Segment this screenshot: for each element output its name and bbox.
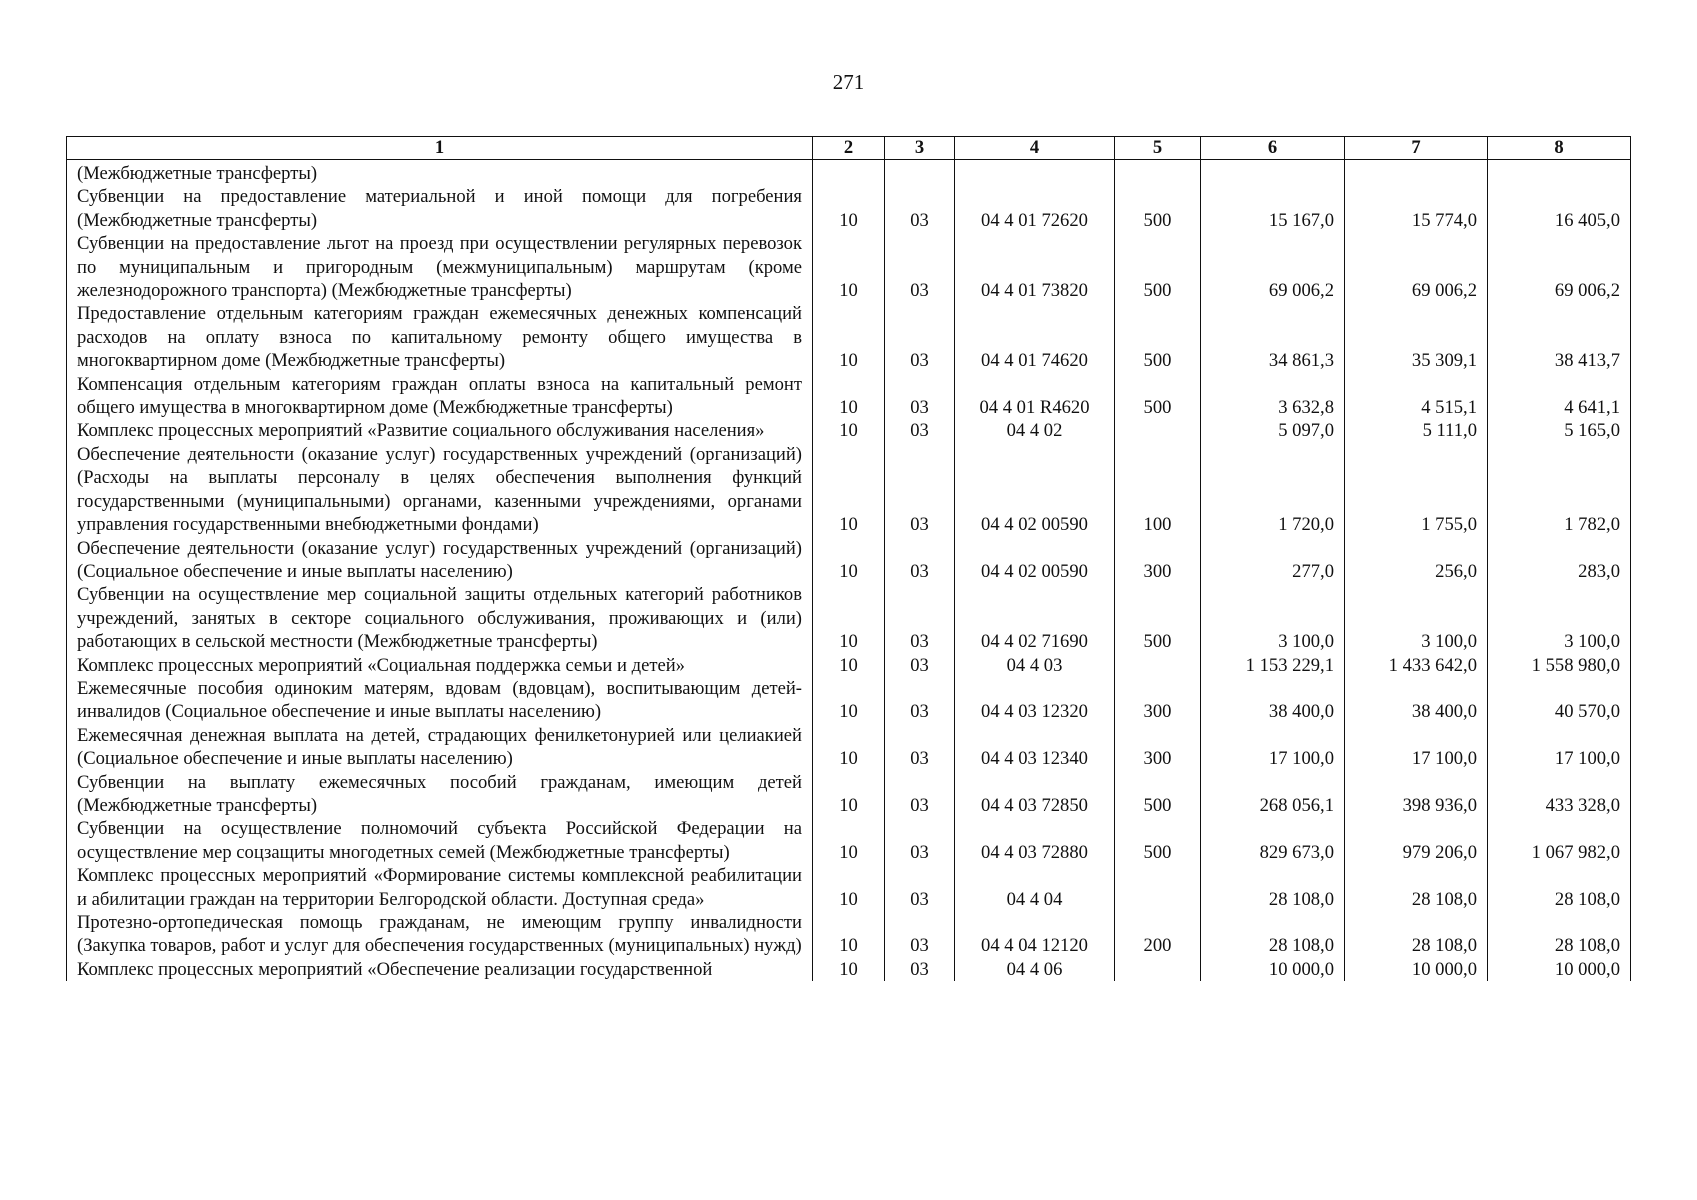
row-expense-type xyxy=(1115,958,1201,981)
row-section: 10 xyxy=(813,817,885,864)
row-expense-type xyxy=(1115,419,1201,442)
row-amount-year-1: 28 108,0 xyxy=(1201,911,1345,958)
row-section: 10 xyxy=(813,232,885,302)
row-amount-year-3: 5 165,0 xyxy=(1488,419,1631,442)
table-row xyxy=(67,583,1631,653)
header-col-2: 2 xyxy=(813,137,885,160)
table-row xyxy=(67,864,1631,911)
table-row xyxy=(67,160,1631,186)
row-section xyxy=(813,160,885,186)
row-amount-year-2: 979 206,0 xyxy=(1345,817,1488,864)
row-amount-year-2: 28 108,0 xyxy=(1345,864,1488,911)
row-amount-year-2: 10 000,0 xyxy=(1345,958,1488,981)
row-section: 10 xyxy=(813,419,885,442)
row-subsection: 03 xyxy=(885,232,955,302)
row-target-article: 04 4 01 R4620 xyxy=(955,373,1115,420)
row-subsection: 03 xyxy=(885,583,955,653)
row-description: Комплекс процессных мероприятий «Формирование системы комплексной реабилитации и абилитации граждан на территории Белгородской области. Доступная среда» xyxy=(67,864,813,911)
table-row xyxy=(67,443,1631,537)
header-row xyxy=(67,137,1631,160)
header-col-3: 3 xyxy=(885,137,955,160)
row-amount-year-1: 3 100,0 xyxy=(1201,583,1345,653)
row-target-article: 04 4 03 xyxy=(955,654,1115,677)
header-col-1: 1 xyxy=(67,137,813,160)
row-amount-year-2 xyxy=(1345,160,1488,186)
row-target-article: 04 4 03 12320 xyxy=(955,677,1115,724)
row-description: Компенсация отдельным категориям граждан оплаты взноса на капитальный ремонт общего имущества в многоквартирном доме (Межбюджетные трансферты) xyxy=(67,373,813,420)
row-expense-type: 500 xyxy=(1115,373,1201,420)
row-amount-year-3: 40 570,0 xyxy=(1488,677,1631,724)
row-description: Субвенции на осуществление полномочий субъекта Российской Федерации на осуществление мер соцзащиты многодетных семей (Межбюджетные трансферты) xyxy=(67,817,813,864)
row-expense-type: 300 xyxy=(1115,537,1201,584)
row-description: Субвенции на осуществление мер социальной защиты отдельных категорий работников учреждений, занятых в секторе социального обслуживания, проживающих и (или) работающих в сельской местности (Межбюджетные трансферты) xyxy=(67,583,813,653)
row-amount-year-3: 433 328,0 xyxy=(1488,771,1631,818)
row-expense-type: 500 xyxy=(1115,583,1201,653)
row-amount-year-3: 10 000,0 xyxy=(1488,958,1631,981)
row-amount-year-3: 38 413,7 xyxy=(1488,302,1631,372)
row-amount-year-2: 69 006,2 xyxy=(1345,232,1488,302)
row-description: Субвенции на предоставление материальной и иной помощи для погребения (Межбюджетные трансферты) xyxy=(67,185,813,232)
table-row xyxy=(67,677,1631,724)
row-amount-year-3: 28 108,0 xyxy=(1488,864,1631,911)
row-amount-year-2: 38 400,0 xyxy=(1345,677,1488,724)
row-amount-year-3: 17 100,0 xyxy=(1488,724,1631,771)
row-amount-year-1 xyxy=(1201,160,1345,186)
header-col-4: 4 xyxy=(955,137,1115,160)
row-subsection: 03 xyxy=(885,443,955,537)
row-section: 10 xyxy=(813,724,885,771)
row-subsection: 03 xyxy=(885,302,955,372)
row-amount-year-1: 1 720,0 xyxy=(1201,443,1345,537)
row-description: Ежемесячные пособия одиноким матерям, вдовам (вдовцам), воспитывающим детей-инвалидов (Социальное обеспечение и иные выплаты населению) xyxy=(67,677,813,724)
row-amount-year-3: 1 067 982,0 xyxy=(1488,817,1631,864)
row-amount-year-2: 17 100,0 xyxy=(1345,724,1488,771)
header-col-6: 6 xyxy=(1201,137,1345,160)
row-expense-type xyxy=(1115,654,1201,677)
row-expense-type: 500 xyxy=(1115,185,1201,232)
row-amount-year-2: 1 433 642,0 xyxy=(1345,654,1488,677)
row-subsection: 03 xyxy=(885,817,955,864)
row-description: Предоставление отдельным категориям граждан ежемесячных денежных компенсаций расходов на оплату взноса по капитальному ремонту общего имущества в многоквартирном доме (Межбюджетные трансферты) xyxy=(67,302,813,372)
row-subsection xyxy=(885,160,955,186)
row-description: Ежемесячная денежная выплата на детей, страдающих фенилкетонурией или целиакией (Социальное обеспечение и иные выплаты населению) xyxy=(67,724,813,771)
row-section: 10 xyxy=(813,185,885,232)
table-row xyxy=(67,817,1631,864)
row-amount-year-1: 10 000,0 xyxy=(1201,958,1345,981)
row-subsection: 03 xyxy=(885,724,955,771)
row-amount-year-3: 4 641,1 xyxy=(1488,373,1631,420)
row-expense-type: 300 xyxy=(1115,677,1201,724)
row-amount-year-2: 4 515,1 xyxy=(1345,373,1488,420)
header-col-8: 8 xyxy=(1488,137,1631,160)
row-target-article: 04 4 02 00590 xyxy=(955,443,1115,537)
row-description: Комплекс процессных мероприятий «Обеспечение реализации государственной xyxy=(67,958,813,981)
row-amount-year-1: 34 861,3 xyxy=(1201,302,1345,372)
row-amount-year-3: 283,0 xyxy=(1488,537,1631,584)
row-section: 10 xyxy=(813,373,885,420)
row-amount-year-3: 1 558 980,0 xyxy=(1488,654,1631,677)
row-expense-type: 500 xyxy=(1115,771,1201,818)
row-section: 10 xyxy=(813,537,885,584)
row-description: Обеспечение деятельности (оказание услуг) государственных учреждений (организаций) (Расходы на выплаты персоналу в целях обеспечения выполнения функций государственными (муниципальными) органами, казенными учреждениями, органами управления государственными внебюджетными фондами) xyxy=(67,443,813,537)
table-row xyxy=(67,373,1631,420)
row-amount-year-1: 268 056,1 xyxy=(1201,771,1345,818)
row-section: 10 xyxy=(813,443,885,537)
row-target-article xyxy=(955,160,1115,186)
row-amount-year-3 xyxy=(1488,160,1631,186)
row-description: Субвенции на предоставление льгот на проезд при осуществлении регулярных перевозок по муниципальным и пригородным (межмуниципальным) маршрутам (кроме железнодорожного транспорта) (Межбюджетные трансферты) xyxy=(67,232,813,302)
row-description: (Межбюджетные трансферты) xyxy=(67,160,813,186)
row-target-article: 04 4 03 72850 xyxy=(955,771,1115,818)
table-row xyxy=(67,302,1631,372)
row-section: 10 xyxy=(813,771,885,818)
row-subsection: 03 xyxy=(885,911,955,958)
row-expense-type: 300 xyxy=(1115,724,1201,771)
row-section: 10 xyxy=(813,958,885,981)
row-subsection: 03 xyxy=(885,185,955,232)
row-amount-year-2: 28 108,0 xyxy=(1345,911,1488,958)
row-amount-year-2: 35 309,1 xyxy=(1345,302,1488,372)
row-expense-type xyxy=(1115,864,1201,911)
row-expense-type: 500 xyxy=(1115,817,1201,864)
row-subsection: 03 xyxy=(885,537,955,584)
row-expense-type: 500 xyxy=(1115,302,1201,372)
row-target-article: 04 4 04 xyxy=(955,864,1115,911)
row-amount-year-1: 829 673,0 xyxy=(1201,817,1345,864)
table-row xyxy=(67,419,1631,442)
row-amount-year-1: 15 167,0 xyxy=(1201,185,1345,232)
row-subsection: 03 xyxy=(885,373,955,420)
header-col-5: 5 xyxy=(1115,137,1201,160)
row-section: 10 xyxy=(813,654,885,677)
row-amount-year-3: 28 108,0 xyxy=(1488,911,1631,958)
budget-table xyxy=(66,136,1631,981)
row-amount-year-2: 5 111,0 xyxy=(1345,419,1488,442)
row-expense-type xyxy=(1115,160,1201,186)
header-col-7: 7 xyxy=(1345,137,1488,160)
row-section: 10 xyxy=(813,911,885,958)
row-target-article: 04 4 03 12340 xyxy=(955,724,1115,771)
row-target-article: 04 4 01 72620 xyxy=(955,185,1115,232)
row-amount-year-2: 256,0 xyxy=(1345,537,1488,584)
row-target-article: 04 4 04 12120 xyxy=(955,911,1115,958)
table-row xyxy=(67,911,1631,958)
row-target-article: 04 4 02 xyxy=(955,419,1115,442)
table-row xyxy=(67,185,1631,232)
row-amount-year-1: 28 108,0 xyxy=(1201,864,1345,911)
row-amount-year-3: 69 006,2 xyxy=(1488,232,1631,302)
row-amount-year-1: 17 100,0 xyxy=(1201,724,1345,771)
row-description: Субвенции на выплату ежемесячных пособий гражданам, имеющим детей (Межбюджетные трансферты) xyxy=(67,771,813,818)
row-amount-year-3: 3 100,0 xyxy=(1488,583,1631,653)
row-amount-year-2: 3 100,0 xyxy=(1345,583,1488,653)
row-amount-year-3: 1 782,0 xyxy=(1488,443,1631,537)
table-row xyxy=(67,771,1631,818)
row-amount-year-2: 15 774,0 xyxy=(1345,185,1488,232)
row-amount-year-2: 1 755,0 xyxy=(1345,443,1488,537)
table-row xyxy=(67,958,1631,981)
row-subsection: 03 xyxy=(885,654,955,677)
row-target-article: 04 4 01 74620 xyxy=(955,302,1115,372)
row-amount-year-1: 3 632,8 xyxy=(1201,373,1345,420)
row-section: 10 xyxy=(813,302,885,372)
row-target-article: 04 4 06 xyxy=(955,958,1115,981)
row-section: 10 xyxy=(813,677,885,724)
row-expense-type: 200 xyxy=(1115,911,1201,958)
row-expense-type: 500 xyxy=(1115,232,1201,302)
table-row xyxy=(67,724,1631,771)
row-description: Комплекс процессных мероприятий «Развитие социального обслуживания населения» xyxy=(67,419,813,442)
table-row xyxy=(67,654,1631,677)
row-amount-year-1: 69 006,2 xyxy=(1201,232,1345,302)
row-amount-year-1: 1 153 229,1 xyxy=(1201,654,1345,677)
row-amount-year-1: 277,0 xyxy=(1201,537,1345,584)
row-subsection: 03 xyxy=(885,419,955,442)
row-expense-type: 100 xyxy=(1115,443,1201,537)
row-section: 10 xyxy=(813,864,885,911)
row-section: 10 xyxy=(813,583,885,653)
row-amount-year-2: 398 936,0 xyxy=(1345,771,1488,818)
table-body xyxy=(67,160,1631,982)
row-target-article: 04 4 01 73820 xyxy=(955,232,1115,302)
row-target-article: 04 4 03 72880 xyxy=(955,817,1115,864)
row-subsection: 03 xyxy=(885,958,955,981)
row-target-article: 04 4 02 00590 xyxy=(955,537,1115,584)
row-subsection: 03 xyxy=(885,771,955,818)
row-amount-year-1: 5 097,0 xyxy=(1201,419,1345,442)
row-description: Обеспечение деятельности (оказание услуг) государственных учреждений (организаций) (Социальное обеспечение и иные выплаты населению) xyxy=(67,537,813,584)
page-number: 271 xyxy=(832,70,865,94)
row-amount-year-1: 38 400,0 xyxy=(1201,677,1345,724)
table-row xyxy=(67,232,1631,302)
row-description: Комплекс процессных мероприятий «Социальная поддержка семьи и детей» xyxy=(67,654,813,677)
row-target-article: 04 4 02 71690 xyxy=(955,583,1115,653)
row-subsection: 03 xyxy=(885,677,955,724)
row-subsection: 03 xyxy=(885,864,955,911)
row-description: Протезно-ортопедическая помощь гражданам, не имеющим группу инвалидности (Закупка товаров, работ и услуг для обеспечения государственных (муниципальных) нужд) xyxy=(67,911,813,958)
row-amount-year-3: 16 405,0 xyxy=(1488,185,1631,232)
table-row xyxy=(67,537,1631,584)
